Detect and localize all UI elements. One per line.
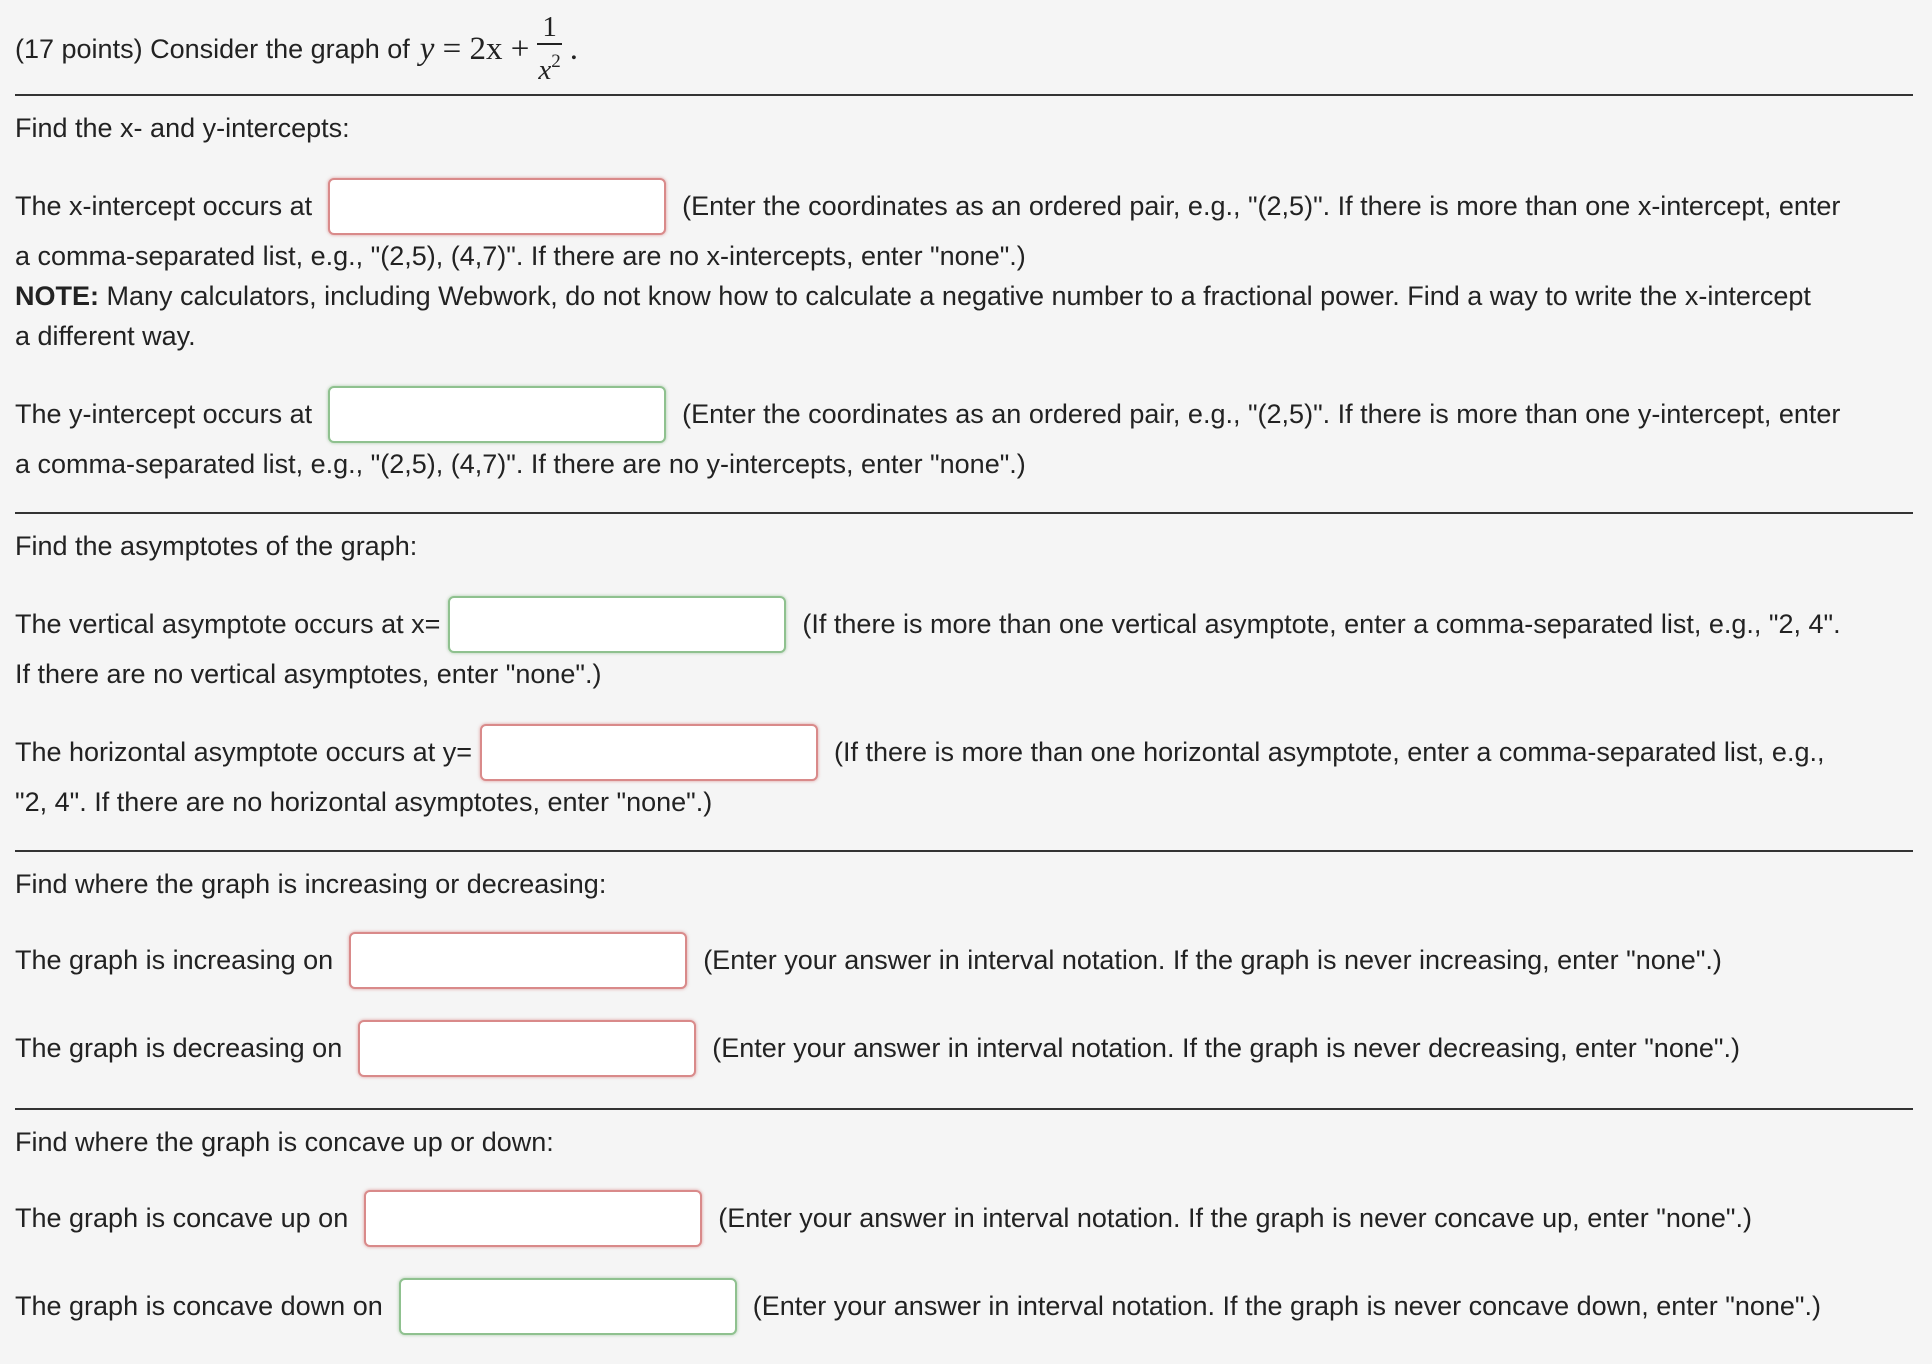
fraction-denominator-base: x xyxy=(538,54,552,86)
section-title-asymptotes: Find the asymptotes of the graph: xyxy=(15,531,418,561)
vertical-asymptote-hint: (If there is more than one vertical asymptote, enter a comma-separated list, e.g., "2, 4". xyxy=(802,609,1841,639)
concave-up-hint: (Enter your answer in interval notation. If the graph is never concave up, enter "none".) xyxy=(718,1203,1752,1233)
fraction-denominator xyxy=(533,45,565,87)
equation-lhs: y xyxy=(419,30,435,67)
question-concave-up xyxy=(15,1188,1917,1248)
increasing-hint: (Enter your answer in interval notation. If the graph is never increasing, enter "none".) xyxy=(703,945,1722,975)
question-y-intercept xyxy=(15,384,1917,484)
section-title-concavity: Find where the graph is concave up or down: xyxy=(15,1127,554,1157)
divider xyxy=(15,850,1913,852)
question-horizontal-asymptote xyxy=(15,722,1917,822)
section-title-monotonic: Find where the graph is increasing or decreasing: xyxy=(15,869,607,899)
fraction-numerator: 1 xyxy=(537,11,562,45)
concave-down-label: The graph is concave down on xyxy=(15,1291,383,1321)
equation-mid: = 2x + xyxy=(434,30,530,67)
question-vertical-asymptote xyxy=(15,594,1917,694)
vertical-asymptote-hint-continued: If there are no vertical asymptotes, enter "none".) xyxy=(15,659,602,689)
x-intercept-hint: (Enter the coordinates as an ordered pair, e.g., "(2,5)". If there is more than one x-intercept, enter xyxy=(682,191,1841,221)
decreasing-hint: (Enter your answer in interval notation. If the graph is never decreasing, enter "none".) xyxy=(712,1033,1740,1063)
note-text-continued: a different way. xyxy=(15,321,196,351)
increasing-input[interactable] xyxy=(349,932,687,989)
horizontal-asymptote-label: The horizontal asymptote occurs at y= xyxy=(15,737,472,767)
equation-period: . xyxy=(569,30,578,67)
y-intercept-input[interactable] xyxy=(328,386,666,443)
horizontal-asymptote-hint-continued: "2, 4". If there are no horizontal asymptotes, enter "none".) xyxy=(15,787,713,817)
equation-fraction xyxy=(533,11,565,87)
x-intercept-label: The x-intercept occurs at xyxy=(15,191,313,221)
y-intercept-hint-continued: a comma-separated list, e.g., "(2,5), (4,7)". If there are no y-intercepts, enter "none".) xyxy=(15,449,1026,479)
concave-down-hint: (Enter your answer in interval notation. If the graph is never concave down, enter "none".) xyxy=(752,1291,1821,1321)
y-intercept-label: The y-intercept occurs at xyxy=(15,399,313,429)
question-increasing xyxy=(15,930,1917,990)
increasing-label: The graph is increasing on xyxy=(15,945,334,975)
horizontal-asymptote-hint: (If there is more than one horizontal asymptote, enter a comma-separated list, e.g., xyxy=(833,737,1825,767)
horizontal-asymptote-input[interactable] xyxy=(480,724,818,781)
y-intercept-hint: (Enter the coordinates as an ordered pair, e.g., "(2,5)". If there is more than one y-intercept, enter xyxy=(682,399,1841,429)
problem-points-text: (17 points) Consider the graph of xyxy=(15,33,410,64)
question-x-intercept xyxy=(15,176,1917,356)
divider xyxy=(15,1108,1913,1110)
section-title-intercepts: Find the x- and y-intercepts: xyxy=(15,113,350,143)
question-concave-down xyxy=(15,1276,1917,1336)
concave-up-input[interactable] xyxy=(364,1190,702,1247)
decreasing-label: The graph is decreasing on xyxy=(15,1033,343,1063)
note-label: NOTE: xyxy=(15,281,99,311)
function-equation xyxy=(420,31,530,68)
vertical-asymptote-input[interactable] xyxy=(448,596,786,653)
decreasing-input[interactable] xyxy=(358,1020,696,1077)
fraction-denominator-exponent: 2 xyxy=(551,51,561,72)
x-intercept-note xyxy=(15,276,1917,316)
question-decreasing xyxy=(15,1018,1917,1078)
problem-header xyxy=(15,6,578,92)
x-intercept-hint-continued: a comma-separated list, e.g., "(2,5), (4,7)". If there are no x-intercepts, enter "none".) xyxy=(15,241,1026,271)
x-intercept-input[interactable] xyxy=(328,178,666,235)
vertical-asymptote-label: The vertical asymptote occurs at x= xyxy=(15,609,441,639)
concave-up-label: The graph is concave up on xyxy=(15,1203,349,1233)
divider xyxy=(15,512,1913,514)
note-text: Many calculators, including Webwork, do not know how to calculate a negative number to a fractional power. Find a way to write the x-intercept xyxy=(99,281,1811,311)
concave-down-input[interactable] xyxy=(399,1278,737,1335)
divider xyxy=(15,94,1913,96)
